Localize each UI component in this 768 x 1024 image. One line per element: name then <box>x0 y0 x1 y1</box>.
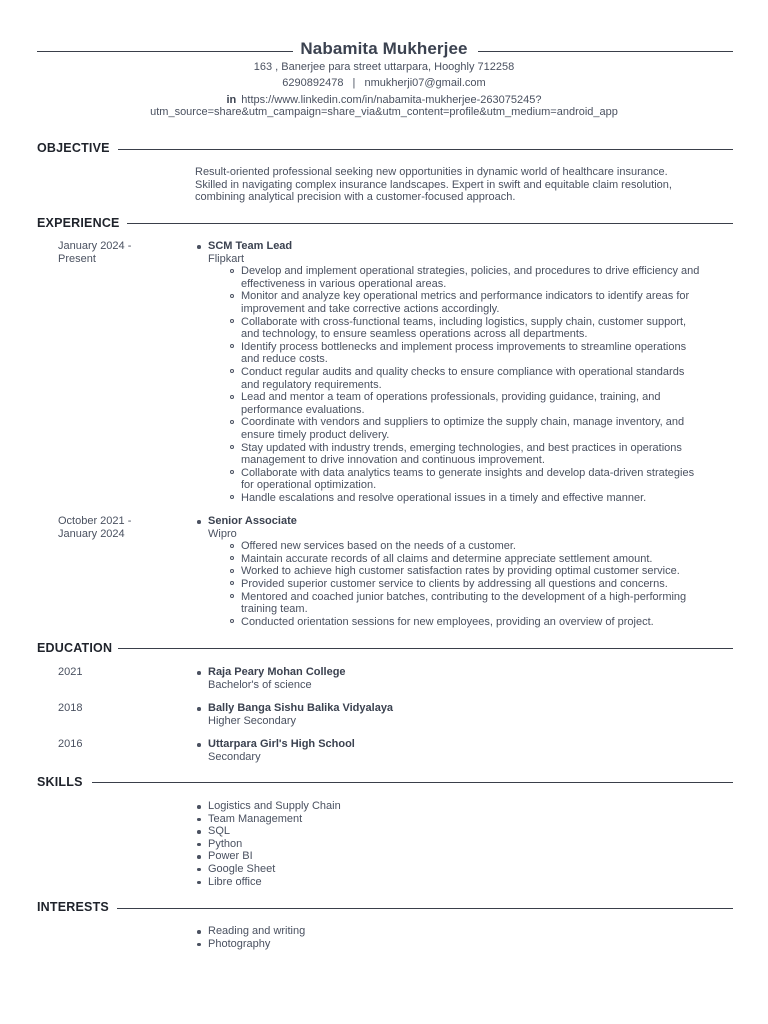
duty-item: Collaborate with cross-functional teams, including logistics, supply chain, customer support, and technology, to ensure seamless operations across all departments. <box>241 316 735 341</box>
objective-line: Skilled in navigating complex insurance landscapes. Expert in swift and equitable claim resolution, <box>195 178 672 191</box>
job-role: Senior Associate <box>208 515 735 528</box>
edu-degree: Higher Secondary <box>208 714 297 727</box>
duty-item: Offered new services based on the needs of a customer. <box>241 540 735 553</box>
interest-item: Photography <box>208 938 708 951</box>
job-date <box>58 240 168 265</box>
duty-item: Identify process bottlenecks and implement process improvements to streamline operations and reduce costs. <box>241 341 735 366</box>
edu-school: Bally Banga Sishu Balika Vidyalaya <box>208 702 735 715</box>
duty-item: Maintain accurate records of all claims and determine appreciate settlement amount. <box>241 553 735 566</box>
duty-item: Monitor and analyze key operational metrics and performance indicators to identify areas for improvement and take corrective actions accordingly. <box>241 290 735 315</box>
contact-line <box>0 77 768 90</box>
job-role: SCM Team Lead <box>208 240 735 253</box>
section-title-skills: SKILLS <box>37 775 83 789</box>
skill-item: SQL <box>208 825 708 838</box>
duty-item: Develop and implement operational strategies, policies, and procedures to drive efficiency and effectiveness in various operational areas. <box>241 265 735 290</box>
section-rule-interests <box>117 908 733 909</box>
candidate-name: Nabamita Mukherjee <box>300 39 468 58</box>
edu-school: Uttarpara Girl's High School <box>208 738 735 751</box>
section-rule-skills <box>92 782 733 783</box>
skill-item: Python <box>208 838 708 851</box>
duty-item: Conduct regular audits and quality checks to ensure compliance with operational standards and regulatory requirements. <box>241 366 735 391</box>
objective-line: Result-oriented professional seeking new opportunities in dynamic world of healthcare insurance. <box>195 166 668 178</box>
skill-item: Libre office <box>208 876 708 889</box>
section-title-education: EDUCATION <box>37 641 113 655</box>
skill-item: Power BI <box>208 850 708 863</box>
section-rule-education <box>118 648 733 649</box>
edu-year: 2016 <box>58 738 83 750</box>
linkedin-icon: in <box>226 94 237 106</box>
job-company: Flipkart <box>208 252 245 265</box>
job-date-end: Present <box>58 252 96 265</box>
linkedin-url-part2[interactable]: utm_source=share&utm_campaign=share_via&utm_content=profile&utm_medium=android_app <box>150 106 618 118</box>
edu-entry <box>208 702 735 727</box>
section-title-experience: EXPERIENCE <box>37 216 120 230</box>
objective-line: combining analytical precision with a customer-focused approach. <box>195 191 516 204</box>
duty-item: Worked to achieve high customer satisfaction rates by providing optimal customer service. <box>241 565 735 578</box>
duty-item: Conducted orientation sessions for new employees, providing an overview of project. <box>241 616 735 629</box>
duty-item: Mentored and coached junior batches, contributing to the development of a high-performing training team. <box>241 591 735 616</box>
job-date-start: October 2021 - <box>58 515 132 527</box>
interest-item: Reading and writing <box>208 925 708 938</box>
phone: 6290892478 <box>282 77 344 89</box>
section-rule-objective <box>118 149 733 150</box>
edu-degree: Bachelor's of science <box>208 678 312 691</box>
edu-entry <box>208 738 735 763</box>
skill-item: Google Sheet <box>208 863 708 876</box>
edu-school: Raja Peary Mohan College <box>208 666 735 679</box>
skill-item: Logistics and Supply Chain <box>208 800 708 813</box>
section-title-objective: OBJECTIVE <box>37 141 110 155</box>
duty-item: Stay updated with industry trends, emerging technologies, and best practices in operations management to drive innovation and continuous improvement. <box>241 442 735 467</box>
contact-separator: | <box>352 77 356 89</box>
job-duties <box>208 265 735 504</box>
section-title-interests: INTERESTS <box>37 900 109 914</box>
edu-year: 2021 <box>58 666 83 678</box>
edu-entry <box>208 666 735 691</box>
objective-text <box>195 166 735 204</box>
address: 163 , Banerjee para street uttarpara, Hooghly 712258 <box>253 61 515 73</box>
edu-degree: Secondary <box>208 750 261 763</box>
job-duties <box>208 540 735 628</box>
duty-item: Provided superior customer service to clients by addressing all questions and concerns. <box>241 578 735 591</box>
linkedin-url-part1[interactable]: https://www.linkedin.com/in/nabamita-mukherjee-263075245? <box>241 94 542 106</box>
job-entry-flipkart <box>208 240 735 504</box>
duty-item: Collaborate with data analytics teams to generate insights and develop data-driven strategies for operational optimization. <box>241 467 735 492</box>
skills-list <box>208 800 708 888</box>
email-link[interactable]: nmukherji07@gmail.com <box>364 77 486 89</box>
duty-item: Coordinate with vendors and suppliers to optimize the supply chain, manage inventory, and ensure timely product delivery. <box>241 416 735 441</box>
duty-item: Handle escalations and resolve operational issues in a timely and effective manner. <box>241 492 735 505</box>
job-date-start: January 2024 - <box>58 240 132 252</box>
duty-item: Lead and mentor a team of operations professionals, providing guidance, training, and performance evaluations. <box>241 391 735 416</box>
skill-item: Team Management <box>208 813 708 826</box>
section-rule-experience <box>127 223 733 224</box>
job-date <box>58 515 168 540</box>
job-date-end: January 2024 <box>58 527 125 540</box>
job-company: Wipro <box>208 527 237 540</box>
job-entry-wipro <box>208 515 735 628</box>
interests-list <box>208 925 708 950</box>
edu-year: 2018 <box>58 702 83 714</box>
